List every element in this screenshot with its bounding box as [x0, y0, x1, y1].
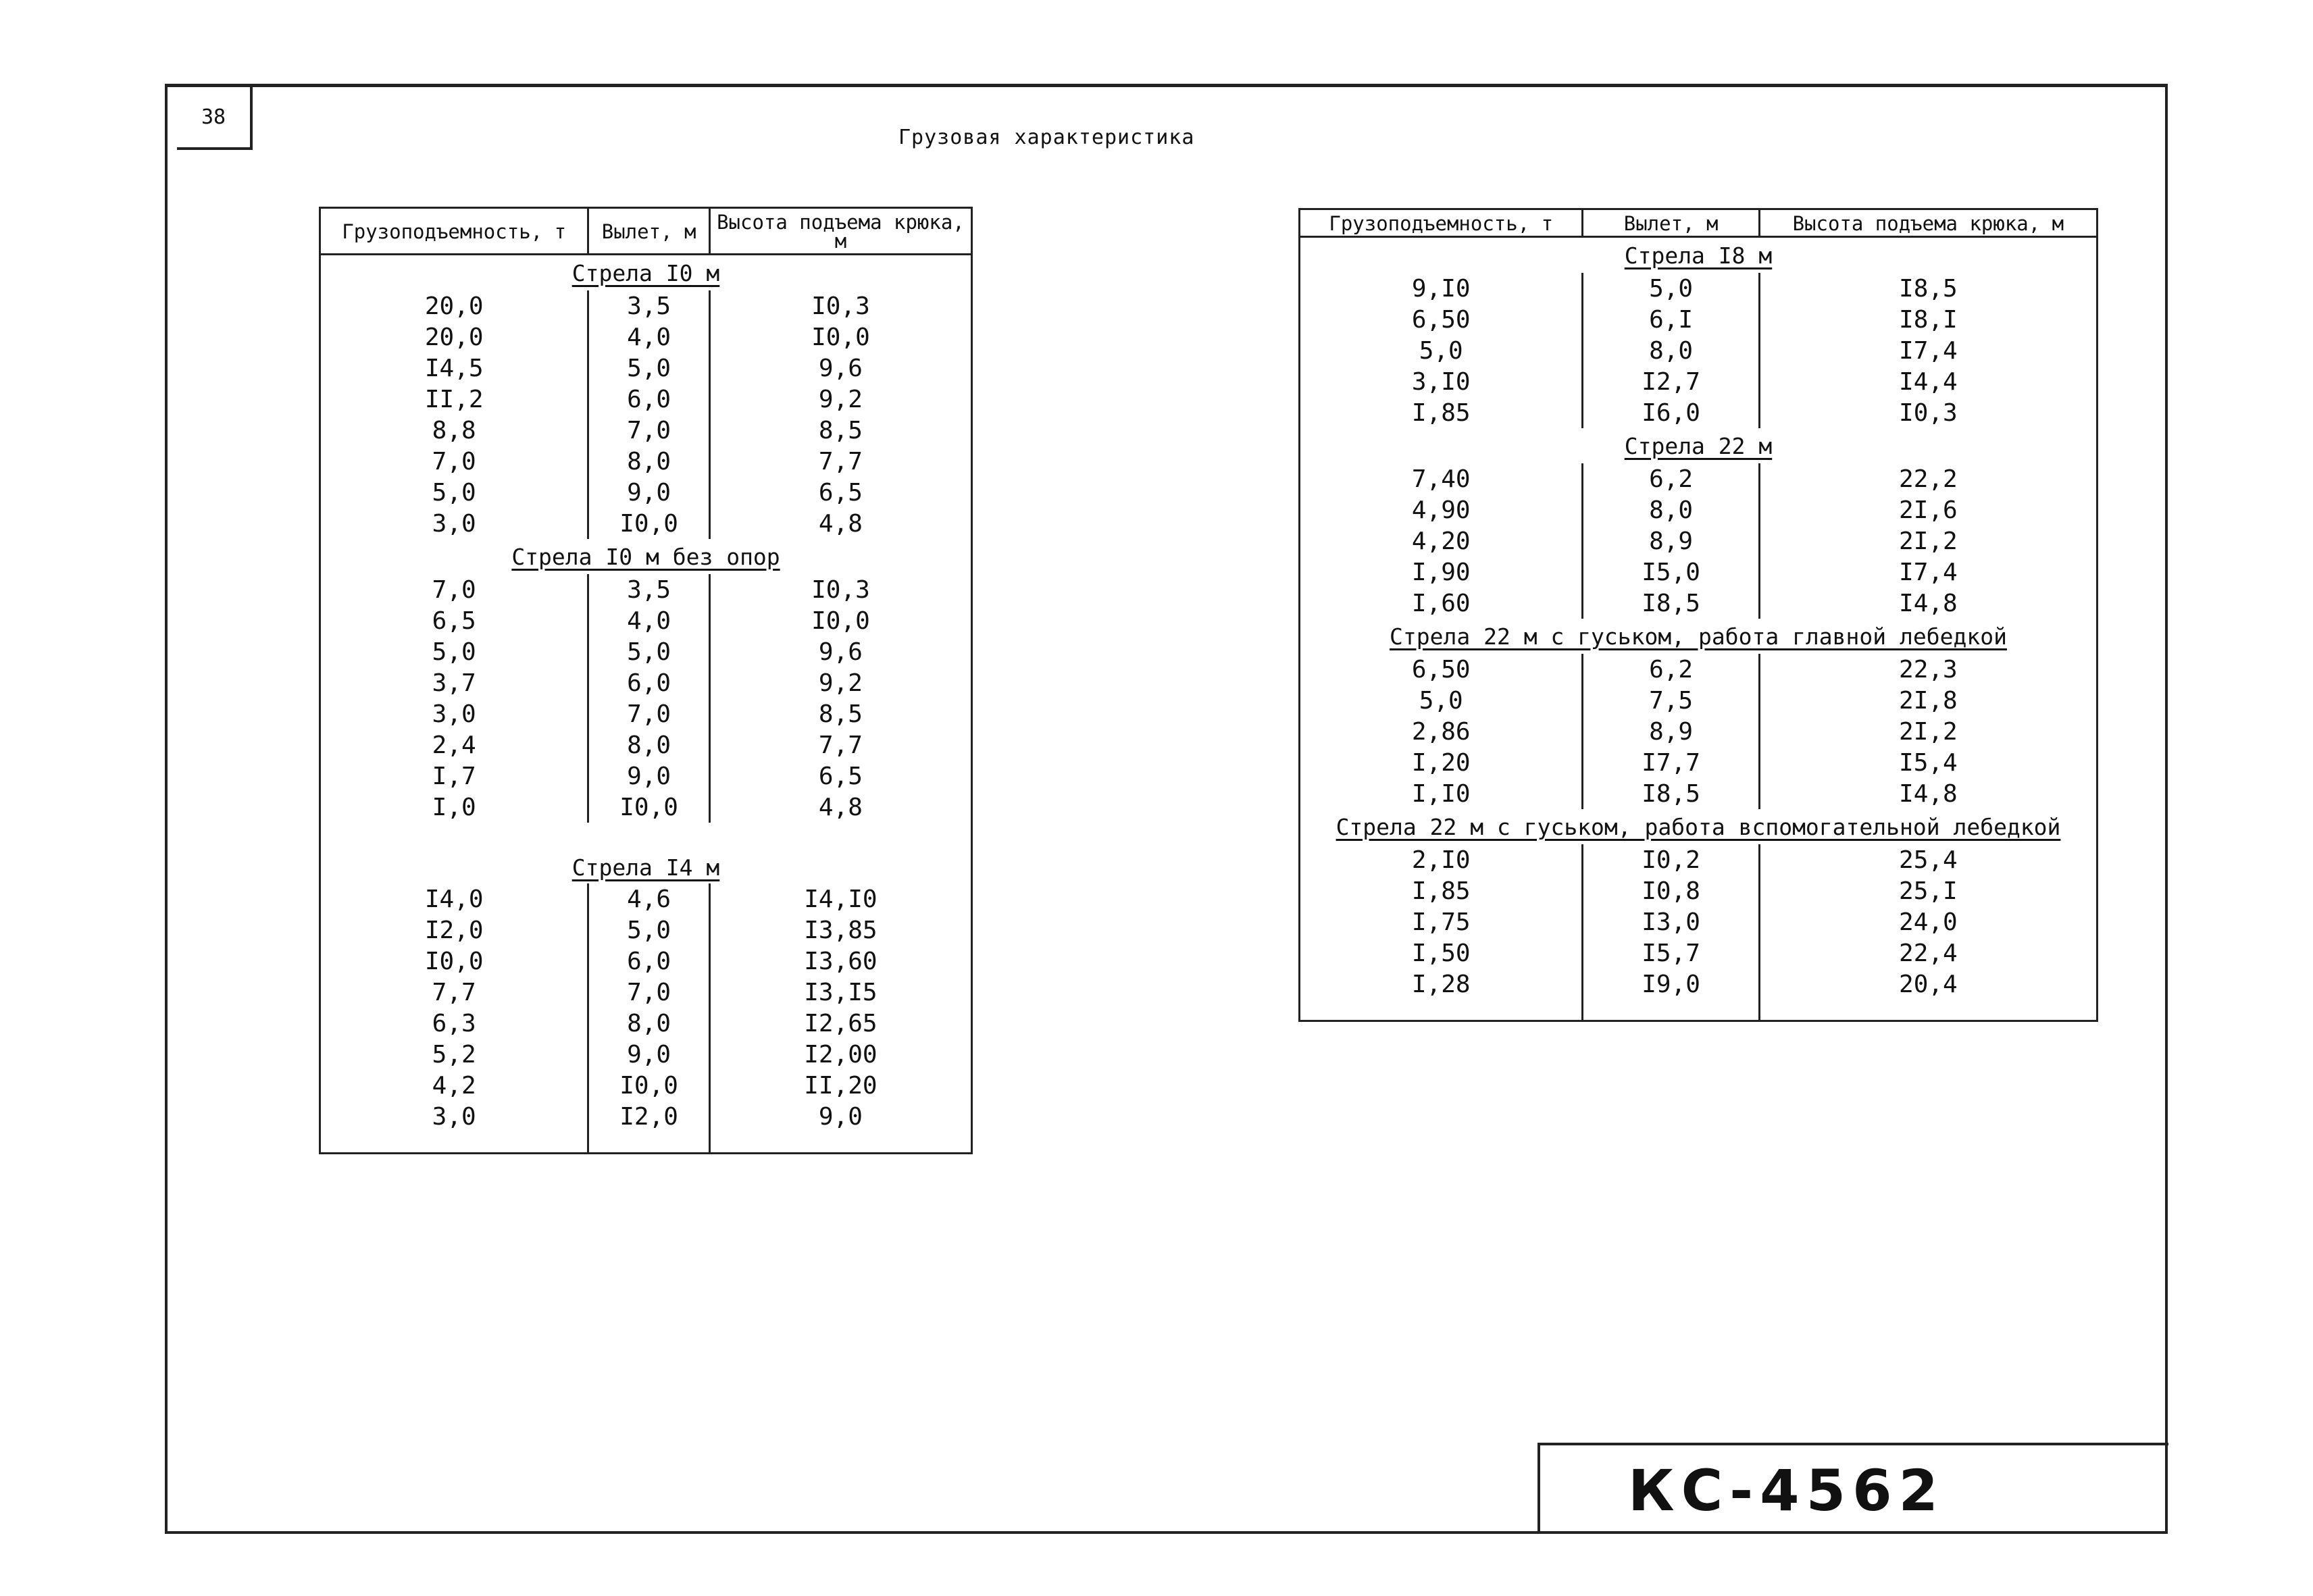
table-row: [1300, 906, 2098, 937]
capacity-cell: 2,4: [320, 729, 588, 761]
capacity-cell: I,85: [1300, 397, 1583, 428]
reach-cell: 8,9: [1583, 716, 1759, 747]
capacity-cell: 5,0: [1300, 685, 1583, 716]
table-row: [320, 1070, 972, 1101]
reach-cell: I8,5: [1583, 778, 1759, 809]
reach-cell: I0,0: [588, 1070, 710, 1101]
empty-cell: [1583, 1000, 1759, 1021]
reach-cell: 8,0: [1583, 335, 1759, 366]
section-row: [320, 823, 972, 883]
height-cell: I3,I5: [709, 977, 971, 1008]
capacity-cell: I0,0: [320, 946, 588, 977]
header-height: Высота подъема крюка, м: [1759, 209, 2097, 237]
section-row: [1300, 428, 2098, 463]
capacity-cell: 4,2: [320, 1070, 588, 1101]
table-row: [320, 384, 972, 415]
table-row: [1300, 716, 2098, 747]
table-row: [320, 290, 972, 321]
reach-cell: I6,0: [1583, 397, 1759, 428]
capacity-cell: 2,I0: [1300, 844, 1583, 875]
reach-cell: 8,0: [588, 729, 710, 761]
reach-cell: I9,0: [1583, 969, 1759, 1000]
reach-cell: I0,8: [1583, 875, 1759, 906]
height-cell: I3,60: [709, 946, 971, 977]
capacity-cell: I,75: [1300, 906, 1583, 937]
capacity-cell: 5,0: [1300, 335, 1583, 366]
table-row: [320, 1101, 972, 1132]
header-height: Высота подъема крюка, м: [709, 208, 971, 255]
height-cell: 2I,2: [1759, 525, 2097, 557]
table-row: [320, 792, 972, 823]
table-row: [1300, 685, 2098, 716]
height-cell: 9,0: [709, 1101, 971, 1132]
capacity-cell: I,90: [1300, 557, 1583, 588]
section-title: Стрела I4 м: [571, 854, 720, 881]
height-cell: II,20: [709, 1070, 971, 1101]
table-row: [1300, 397, 2098, 428]
height-cell: I7,4: [1759, 335, 2097, 366]
empty-cell: [588, 1132, 710, 1154]
capacity-cell: 8,8: [320, 415, 588, 446]
table-row: [1300, 335, 2098, 366]
section-title: Стрела I8 м: [1624, 242, 1773, 269]
table-row: [320, 508, 972, 539]
table-row: [1300, 747, 2098, 778]
model-stamp: КС-4562: [1628, 1458, 1945, 1524]
reach-cell: 6,2: [1583, 654, 1759, 685]
table-row: [1300, 366, 2098, 397]
header-reach: Вылет, м: [1583, 209, 1759, 237]
reach-cell: 7,0: [588, 977, 710, 1008]
reach-cell: I8,5: [1583, 588, 1759, 619]
reach-cell: I5,7: [1583, 937, 1759, 969]
height-cell: I0,3: [709, 574, 971, 605]
section-row: [320, 255, 972, 291]
height-cell: 9,2: [709, 384, 971, 415]
height-cell: 25,4: [1759, 844, 2097, 875]
capacity-cell: I,7: [320, 761, 588, 792]
capacity-cell: 6,50: [1300, 654, 1583, 685]
height-cell: 7,7: [709, 446, 971, 477]
table-row: [1300, 304, 2098, 335]
section-title: Стрела I0 м без опор: [511, 543, 780, 570]
height-cell: I0,0: [709, 605, 971, 636]
table-row: [320, 729, 972, 761]
height-cell: I4,I0: [709, 883, 971, 915]
capacity-cell: II,2: [320, 384, 588, 415]
height-cell: 9,6: [709, 636, 971, 667]
table-row: [320, 915, 972, 946]
capacity-cell: 6,3: [320, 1008, 588, 1039]
header-reach: Вылет, м: [588, 208, 710, 255]
table-row: [320, 883, 972, 915]
height-cell: I4,4: [1759, 366, 2097, 397]
table-row: [320, 574, 972, 605]
reach-cell: I2,7: [1583, 366, 1759, 397]
height-cell: I8,5: [1759, 273, 2097, 304]
section-title: Стрела 22 м с гуськом, работа вспомогательной лебедкой: [1336, 813, 2061, 840]
table-row: [320, 761, 972, 792]
reach-cell: 6,0: [588, 667, 710, 698]
section-cell: [1300, 237, 2098, 274]
section-cell: [1300, 428, 2098, 463]
capacity-cell: 4,90: [1300, 494, 1583, 525]
height-cell: 6,5: [709, 477, 971, 508]
capacity-cell: 4,20: [1300, 525, 1583, 557]
capacity-cell: 3,0: [320, 508, 588, 539]
capacity-cell: 7,40: [1300, 463, 1583, 494]
capacity-cell: I,50: [1300, 937, 1583, 969]
page-title: Грузовая характеристика: [898, 126, 1195, 149]
height-cell: I2,65: [709, 1008, 971, 1039]
height-cell: 8,5: [709, 415, 971, 446]
right-load-table: [1298, 208, 2098, 1022]
capacity-cell: I2,0: [320, 915, 588, 946]
table-row: [1300, 844, 2098, 875]
empty-cell: [1759, 1000, 2097, 1021]
capacity-cell: 7,0: [320, 574, 588, 605]
reach-cell: 8,0: [588, 1008, 710, 1039]
table-row: [320, 946, 972, 977]
height-cell: 7,7: [709, 729, 971, 761]
table-row: [320, 353, 972, 384]
height-cell: 4,8: [709, 792, 971, 823]
capacity-cell: I4,5: [320, 353, 588, 384]
section-cell: [320, 255, 972, 291]
table-row: [320, 667, 972, 698]
height-cell: 6,5: [709, 761, 971, 792]
capacity-cell: 20,0: [320, 321, 588, 353]
reach-cell: 6,2: [1583, 463, 1759, 494]
reach-cell: 8,0: [1583, 494, 1759, 525]
table-row: [1300, 557, 2098, 588]
reach-cell: 6,0: [588, 946, 710, 977]
capacity-cell: 9,I0: [1300, 273, 1583, 304]
empty-cell: [1300, 1000, 1583, 1021]
capacity-cell: 5,2: [320, 1039, 588, 1070]
reach-cell: 9,0: [588, 1039, 710, 1070]
table-row: [1300, 588, 2098, 619]
capacity-cell: 6,50: [1300, 304, 1583, 335]
reach-cell: 9,0: [588, 477, 710, 508]
reach-cell: I5,0: [1583, 557, 1759, 588]
table-row: [320, 1039, 972, 1070]
table-row: [320, 1008, 972, 1039]
table-row: [1300, 463, 2098, 494]
height-cell: 9,6: [709, 353, 971, 384]
section-cell: [1300, 809, 2098, 844]
table-row: [1300, 654, 2098, 685]
capacity-cell: 5,0: [320, 477, 588, 508]
reach-cell: 6,0: [588, 384, 710, 415]
reach-cell: I2,0: [588, 1101, 710, 1132]
empty-cell: [320, 1132, 588, 1154]
capacity-cell: 6,5: [320, 605, 588, 636]
capacity-cell: 3,0: [320, 1101, 588, 1132]
table-row: [1300, 875, 2098, 906]
header-capacity: Грузоподъемность, т: [320, 208, 588, 255]
height-cell: 22,3: [1759, 654, 2097, 685]
height-cell: 20,4: [1759, 969, 2097, 1000]
reach-cell: I0,0: [588, 508, 710, 539]
height-cell: 22,4: [1759, 937, 2097, 969]
reach-cell: I3,0: [1583, 906, 1759, 937]
reach-cell: 7,0: [588, 698, 710, 729]
height-cell: I7,4: [1759, 557, 2097, 588]
table-row: [320, 321, 972, 353]
table-row: [1300, 273, 2098, 304]
height-cell: 2I,6: [1759, 494, 2097, 525]
capacity-cell: 7,0: [320, 446, 588, 477]
capacity-cell: I,85: [1300, 875, 1583, 906]
reach-cell: 7,0: [588, 415, 710, 446]
section-title: Стрела 22 м: [1624, 432, 1773, 459]
table-row: [320, 605, 972, 636]
section-cell: [320, 539, 972, 574]
reach-cell: 5,0: [1583, 273, 1759, 304]
height-cell: I4,8: [1759, 588, 2097, 619]
reach-cell: 5,0: [588, 636, 710, 667]
capacity-cell: 2,86: [1300, 716, 1583, 747]
table-row: [320, 977, 972, 1008]
reach-cell: I7,7: [1583, 747, 1759, 778]
capacity-cell: 7,7: [320, 977, 588, 1008]
section-row: [1300, 619, 2098, 654]
table-row: [1300, 969, 2098, 1000]
section-cell: [1300, 619, 2098, 654]
height-cell: I0,3: [1759, 397, 2097, 428]
reach-cell: I0,2: [1583, 844, 1759, 875]
empty-cell: [709, 1132, 971, 1154]
capacity-cell: I4,0: [320, 883, 588, 915]
table-row: [320, 636, 972, 667]
table-row: [1300, 778, 2098, 809]
height-cell: 8,5: [709, 698, 971, 729]
table-row: [320, 415, 972, 446]
page-number: 38: [177, 86, 253, 150]
table-row: [1300, 525, 2098, 557]
section-title: Стрела I0 м: [571, 259, 720, 286]
reach-cell: 3,5: [588, 290, 710, 321]
left-load-table: [319, 207, 973, 1154]
section-cell: [320, 823, 972, 883]
height-cell: I0,0: [709, 321, 971, 353]
reach-cell: 5,0: [588, 915, 710, 946]
reach-cell: 3,5: [588, 574, 710, 605]
height-cell: 22,2: [1759, 463, 2097, 494]
capacity-cell: 3,7: [320, 667, 588, 698]
reach-cell: 6,I: [1583, 304, 1759, 335]
reach-cell: 5,0: [588, 353, 710, 384]
height-cell: I8,I: [1759, 304, 2097, 335]
height-cell: 4,8: [709, 508, 971, 539]
capacity-cell: I,60: [1300, 588, 1583, 619]
capacity-cell: I,0: [320, 792, 588, 823]
reach-cell: 9,0: [588, 761, 710, 792]
height-cell: 2I,2: [1759, 716, 2097, 747]
reach-cell: 4,0: [588, 605, 710, 636]
reach-cell: 8,9: [1583, 525, 1759, 557]
section-row: [320, 539, 972, 574]
table-bottom-padding: [320, 1132, 972, 1154]
capacity-cell: I,28: [1300, 969, 1583, 1000]
capacity-cell: 20,0: [320, 290, 588, 321]
capacity-cell: 3,0: [320, 698, 588, 729]
height-cell: 24,0: [1759, 906, 2097, 937]
section-title: Стрела 22 м с гуськом, работа главной лебедкой: [1390, 623, 2007, 650]
header-capacity: Грузоподъемность, т: [1300, 209, 1583, 237]
table-bottom-padding: [1300, 1000, 2098, 1021]
section-row: [1300, 809, 2098, 844]
height-cell: I5,4: [1759, 747, 2097, 778]
height-cell: I0,3: [709, 290, 971, 321]
reach-cell: I0,0: [588, 792, 710, 823]
height-cell: 25,I: [1759, 875, 2097, 906]
height-cell: I3,85: [709, 915, 971, 946]
capacity-cell: 3,I0: [1300, 366, 1583, 397]
capacity-cell: I,20: [1300, 747, 1583, 778]
height-cell: 2I,8: [1759, 685, 2097, 716]
height-cell: I2,00: [709, 1039, 971, 1070]
table-row: [320, 698, 972, 729]
capacity-cell: I,I0: [1300, 778, 1583, 809]
table-row: [320, 477, 972, 508]
section-row: [1300, 237, 2098, 274]
table-row: [1300, 937, 2098, 969]
height-cell: 9,2: [709, 667, 971, 698]
capacity-cell: 5,0: [320, 636, 588, 667]
reach-cell: 8,0: [588, 446, 710, 477]
table-row: [1300, 494, 2098, 525]
height-cell: I4,8: [1759, 778, 2097, 809]
reach-cell: 7,5: [1583, 685, 1759, 716]
reach-cell: 4,6: [588, 883, 710, 915]
table-row: [320, 446, 972, 477]
reach-cell: 4,0: [588, 321, 710, 353]
